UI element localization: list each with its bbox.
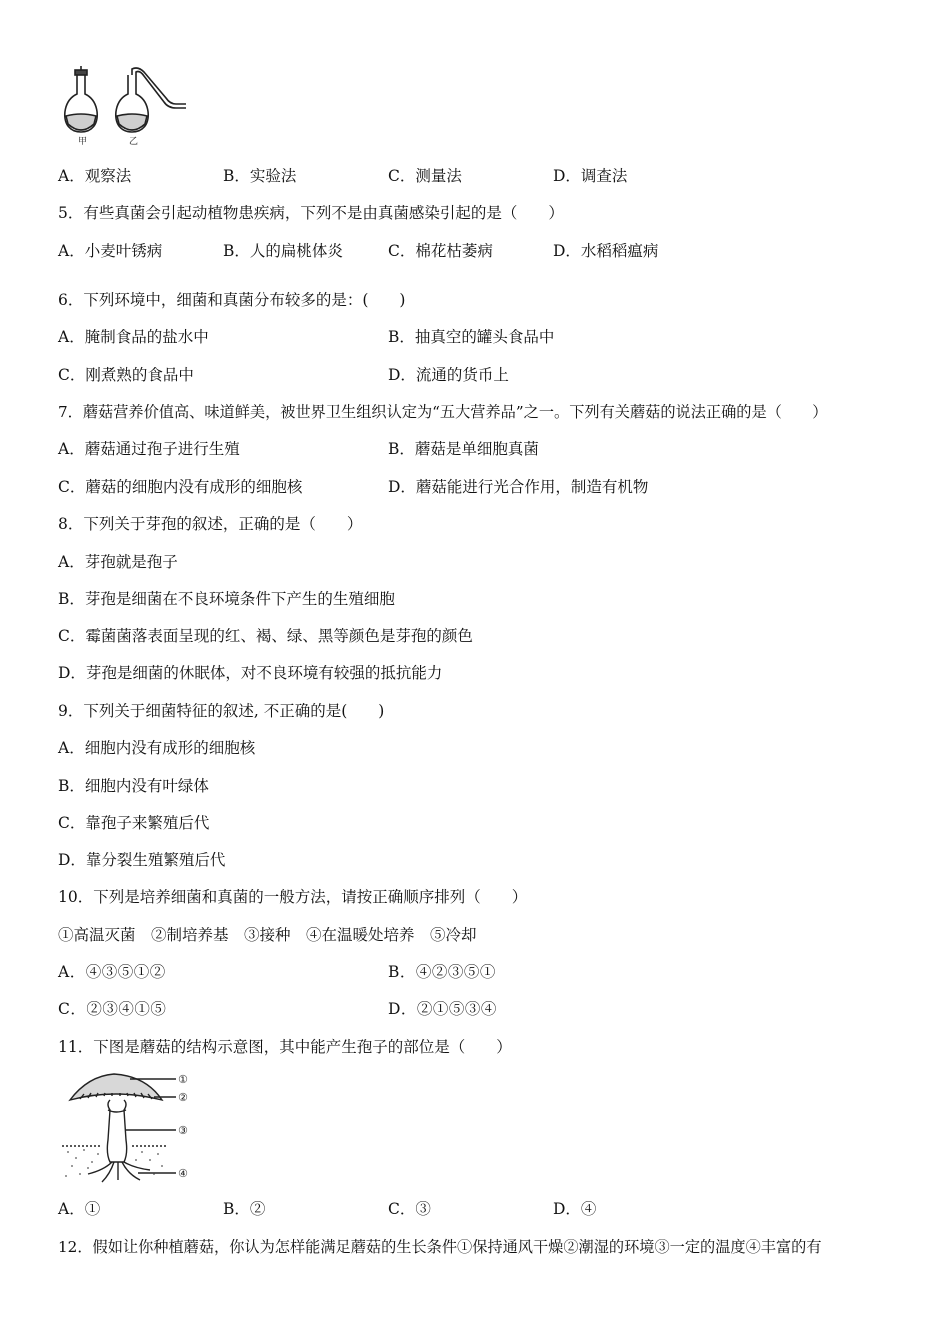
q8-option-b[interactable]: B．芽孢是细菌在不良环境条件下产生的生殖细胞 (58, 590, 395, 608)
q6-option-b[interactable]: B．抽真空的罐头食品中 (388, 328, 555, 346)
q11-option-c[interactable]: C．③ (388, 1200, 431, 1218)
q4-option-d[interactable]: D．调查法 (553, 167, 628, 185)
q6-option-d[interactable]: D．流通的货币上 (388, 366, 509, 384)
mushroom-label-2: ② (178, 1091, 188, 1104)
q7-option-b[interactable]: B．蘑菇是单细胞真菌 (388, 440, 539, 458)
mushroom-structure-figure (58, 1070, 208, 1185)
flask-experiment-figure (58, 66, 198, 146)
flask-label-right: 乙 (129, 137, 139, 146)
q5-option-c[interactable]: C．棉花枯萎病 (388, 242, 493, 260)
q7-option-d[interactable]: D．蘑菇能进行光合作用，制造有机物 (388, 478, 649, 496)
q7-option-a[interactable]: A．蘑菇通过孢子进行生殖 (58, 440, 240, 458)
q5-option-a[interactable]: A．小麦叶锈病 (58, 242, 163, 260)
q10-option-d[interactable]: D．②①⑤③④ (388, 1000, 497, 1018)
q10-option-b[interactable]: B．④②③⑤① (388, 963, 496, 981)
q12-stem: 12．假如让你种植蘑菇，你认为怎样能满足蘑菇的生长条件①保持通风干燥②潮湿的环境③一定的温度④丰富的有 (58, 1238, 822, 1256)
q9-option-a[interactable]: A．细胞内没有成形的细胞核 (58, 739, 256, 757)
q8-stem: 8．下列关于芽孢的叙述，正确的是（ ） (58, 515, 363, 533)
q11-option-a[interactable]: A．① (58, 1200, 101, 1218)
q5-option-d[interactable]: D．水稻稻瘟病 (553, 242, 659, 260)
mushroom-label-4: ④ (178, 1167, 188, 1180)
q4-option-a[interactable]: A．观察法 (58, 167, 132, 185)
q9-option-c[interactable]: C．靠孢子来繁殖后代 (58, 814, 210, 832)
q8-option-c[interactable]: C．霉菌菌落表面呈现的红、褐、绿、黑等颜色是芽孢的颜色 (58, 627, 473, 645)
q11-stem: 11．下图是蘑菇的结构示意图，其中能产生孢子的部位是（ ） (58, 1038, 512, 1056)
q7-stem: 7．蘑菇营养价值高、味道鲜美，被世界卫生组织认定为“五大营养品”之一。下列有关蘑菇的说法正确的是（ ） (58, 403, 828, 421)
q10-steps: ①高温灭菌 ②制培养基 ③接种 ④在温暖处培养 ⑤冷却 (58, 926, 477, 944)
q5-option-b[interactable]: B．人的扁桃体炎 (223, 242, 343, 260)
q11-option-b[interactable]: B．② (223, 1200, 266, 1218)
q9-option-b[interactable]: B．细胞内没有叶绿体 (58, 777, 209, 795)
q7-option-c[interactable]: C．蘑菇的细胞内没有成形的细胞核 (58, 478, 303, 496)
q10-option-c[interactable]: C．②③④①⑤ (58, 1000, 167, 1018)
q11-option-d[interactable]: D．④ (553, 1200, 597, 1218)
q4-option-b[interactable]: B．实验法 (223, 167, 297, 185)
q4-option-c[interactable]: C．测量法 (388, 167, 462, 185)
q8-option-d[interactable]: D．芽孢是细菌的休眠体，对不良环境有较强的抵抗能力 (58, 664, 443, 682)
mushroom-label-3: ③ (178, 1124, 188, 1137)
q9-option-d[interactable]: D．靠分裂生殖繁殖后代 (58, 851, 226, 869)
q10-option-a[interactable]: A．④③⑤①② (58, 963, 166, 981)
q10-stem: 10．下列是培养细菌和真菌的一般方法，请按正确顺序排列（ ） (58, 888, 528, 906)
q9-stem: 9．下列关于细菌特征的叙述, 不正确的是( ) (58, 702, 385, 720)
mushroom-label-1: ① (178, 1073, 188, 1086)
q8-option-a[interactable]: A．芽孢就是孢子 (58, 553, 178, 571)
flask-label-left: 甲 (78, 137, 88, 146)
q6-option-c[interactable]: C．刚煮熟的食品中 (58, 366, 194, 384)
q6-option-a[interactable]: A．腌制食品的盐水中 (58, 328, 209, 346)
q5-stem: 5．有些真菌会引起动植物患疾病，下列不是由真菌感染引起的是（ ） (58, 204, 564, 222)
q6-stem: 6．下列环境中，细菌和真菌分布较多的是：( ) (58, 291, 406, 309)
